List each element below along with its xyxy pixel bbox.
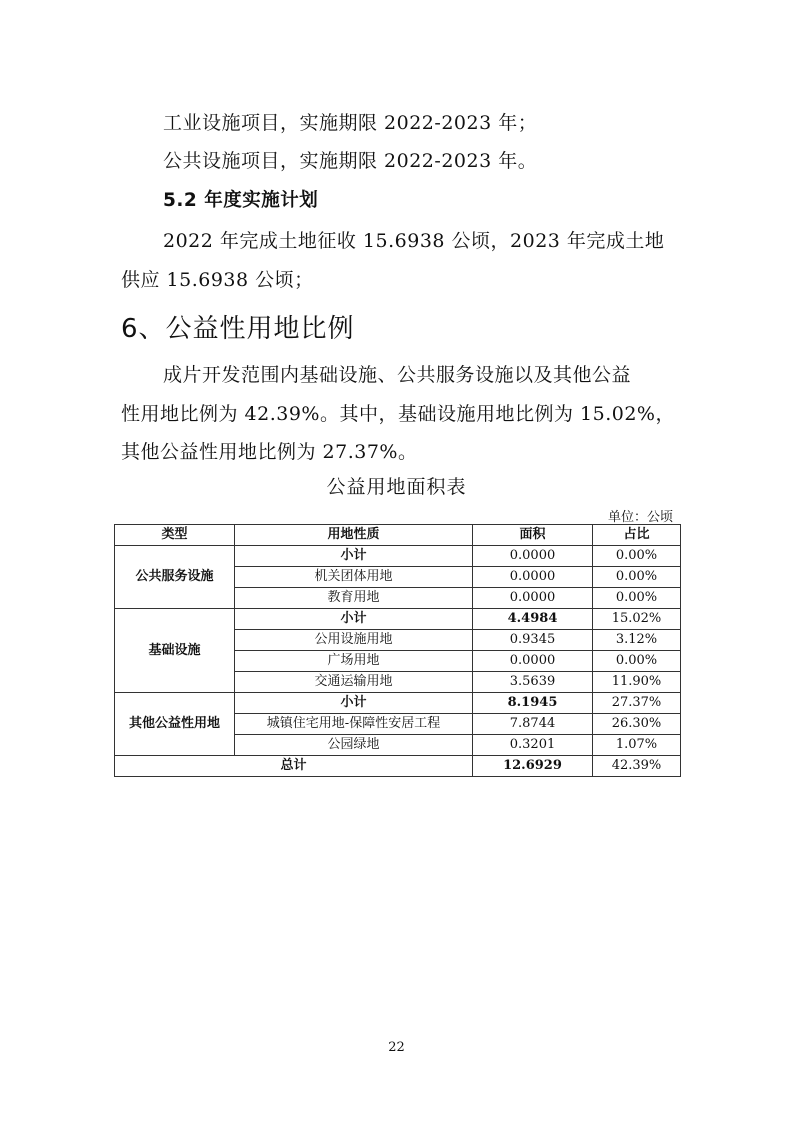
ratio-cell: 27.37% — [593, 693, 681, 714]
area-cell: 0.0000 — [473, 588, 593, 609]
land-nature-cell: 交通运输用地 — [235, 672, 473, 693]
header-ratio: 占比 — [593, 525, 681, 546]
area-cell: 4.4984 — [473, 609, 593, 630]
land-nature-cell: 小计 — [235, 546, 473, 567]
ratio-cell: 0.00% — [593, 651, 681, 672]
land-nature-cell: 公用设施用地 — [235, 630, 473, 651]
table-header-row — [115, 525, 681, 546]
table-unit: 单位：公顷 — [607, 510, 673, 525]
land-nature-cell: 城镇住宅用地-保障性安居工程 — [235, 714, 473, 735]
area-cell: 0.0000 — [473, 567, 593, 588]
ratio-cell: 26.30% — [593, 714, 681, 735]
category-cell: 基础设施 — [115, 609, 235, 693]
public-land-area-table — [114, 524, 681, 777]
land-nature-cell: 公园绿地 — [235, 735, 473, 756]
land-nature-cell: 机关团体用地 — [235, 567, 473, 588]
header-land-nature: 用地性质 — [235, 525, 473, 546]
header-type: 类型 — [115, 525, 235, 546]
ratio-cell: 0.00% — [593, 546, 681, 567]
paragraph-line: 性用地比例为 42.39%。其中，基础设施用地比例为 15.02%， — [121, 403, 675, 425]
area-cell: 0.3201 — [473, 735, 593, 756]
total-label: 总计 — [115, 756, 473, 777]
area-cell: 7.8744 — [473, 714, 593, 735]
table-total-row — [115, 756, 681, 777]
paragraph-line: 供应 15.6938 公顷； — [121, 269, 314, 291]
paragraph-line: 公共设施项目，实施期限 2022-2023 年。 — [163, 150, 538, 172]
ratio-cell: 3.12% — [593, 630, 681, 651]
paragraph-line: 2022 年完成土地征收 15.6938 公顷，2023 年完成土地 — [163, 230, 665, 252]
area-cell: 0.0000 — [473, 651, 593, 672]
page-number: 22 — [388, 1040, 405, 1055]
area-cell: 3.5639 — [473, 672, 593, 693]
category-cell: 其他公益性用地 — [115, 693, 235, 756]
area-cell: 0.0000 — [473, 546, 593, 567]
land-nature-cell: 教育用地 — [235, 588, 473, 609]
land-nature-cell: 小计 — [235, 693, 473, 714]
paragraph-line: 其他公益性用地比例为 27.37%。 — [121, 441, 418, 463]
land-nature-cell: 广场用地 — [235, 651, 473, 672]
area-cell: 8.1945 — [473, 693, 593, 714]
category-cell: 公共服务设施 — [115, 546, 235, 609]
header-area: 面积 — [473, 525, 593, 546]
table-caption: 公益用地面积表 — [326, 476, 467, 498]
paragraph-line: 工业设施项目，实施期限 2022-2023 年； — [163, 112, 538, 134]
land-nature-cell: 小计 — [235, 609, 473, 630]
section-heading-5-2: 5.2 年度实施计划 — [163, 190, 319, 211]
total-ratio: 42.39% — [593, 756, 681, 777]
total-area: 12.6929 — [473, 756, 593, 777]
ratio-cell: 0.00% — [593, 588, 681, 609]
area-cell: 0.9345 — [473, 630, 593, 651]
paragraph-line: 成片开发范围内基础设施、公共服务设施以及其他公益 — [163, 364, 632, 386]
section-heading-6: 6、公益性用地比例 — [121, 314, 355, 344]
table-row — [115, 693, 681, 714]
table-row — [115, 546, 681, 567]
ratio-cell: 11.90% — [593, 672, 681, 693]
ratio-cell: 1.07% — [593, 735, 681, 756]
ratio-cell: 0.00% — [593, 567, 681, 588]
table-row — [115, 609, 681, 630]
ratio-cell: 15.02% — [593, 609, 681, 630]
